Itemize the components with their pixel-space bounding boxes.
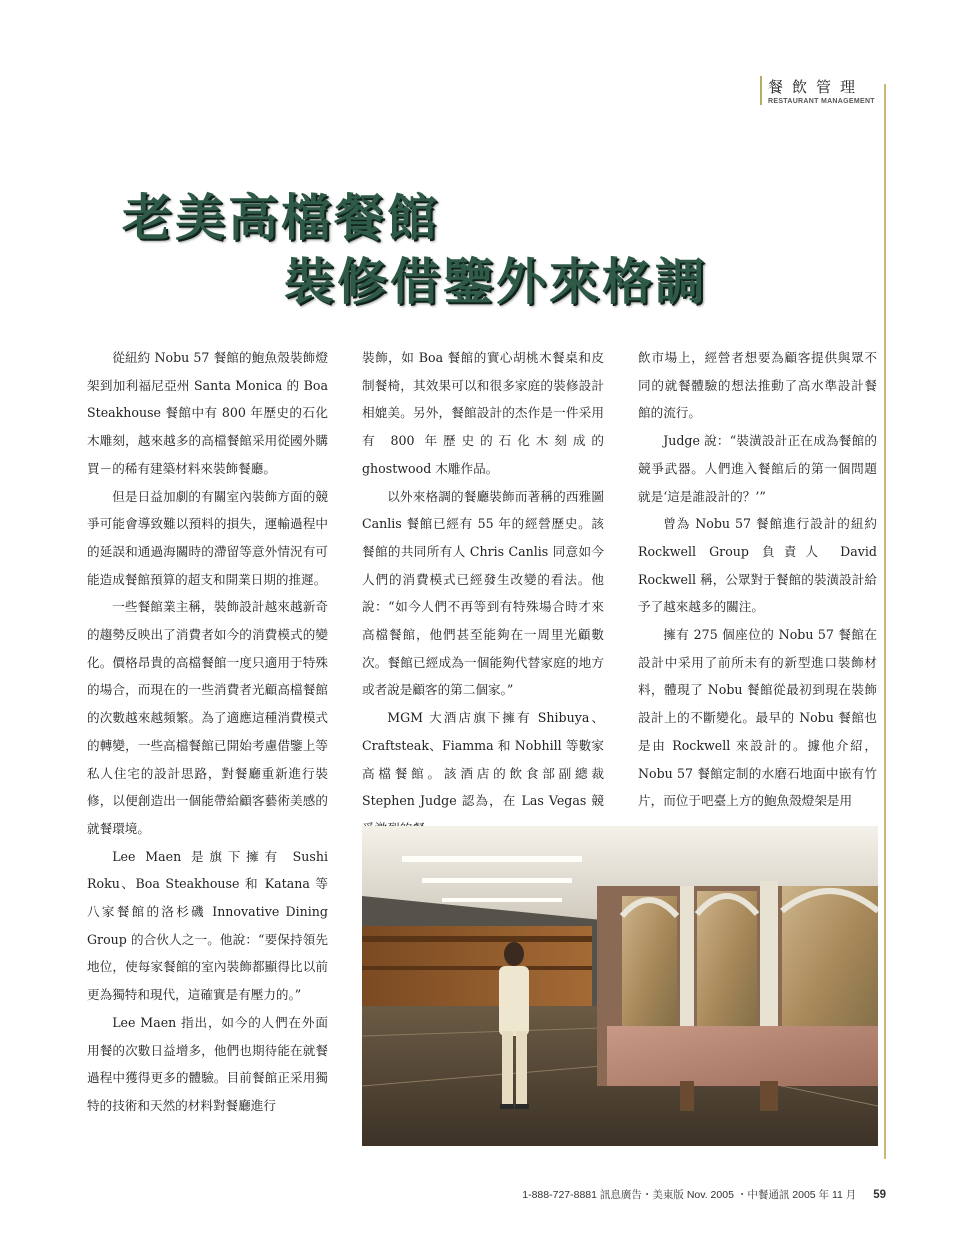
paragraph: Lee Maen 是旗下擁有 Sushi Roku、Boa Steakhouse 和 Katana 等八家餐館的洛杉磯 Innovative Dining Group 的合伙人之一。他說：“要保持領先地位，使每家餐館的室內裝飾都顯得比以前更為獨特和現代，這確實是有壓力的。” <box>87 848 328 1003</box>
gold-vertical-rule <box>884 84 886 1159</box>
restaurant-interior-rendering <box>362 826 878 1146</box>
paragraph: MGM 大酒店旗下擁有 Shibuya、Craftsteak、Fiamma 和 Nobhill 等數家高檔餐館。該酒店的飲食部副總裁 Stephen Judge 認為，在 Las Vegas 競 <box>362 710 604 809</box>
paragraph: Judge 說：“裝潢設計正在成為餐館的競爭武器。人們進入餐館后的第一個問題就是‘這是誰設計的？’” <box>638 433 877 504</box>
paragraph: 從紐約 Nobu 57 餐館的鮑魚殼裝飾燈架到加利福尼亞州 Santa Monica 的 Boa Steakhouse 餐館中有 800 年歷史的石化木雕刻，越來越多的高檔餐館采用從國外購買－的稀有建築材料來裝飾餐廳。 <box>87 350 328 476</box>
footer-phone: 1-888-727-8881 <box>522 1189 597 1201</box>
footer-brand: ・中餐通訊 <box>736 1189 790 1201</box>
paragraph: 但是日益加劇的有關室內裝飾方面的競爭可能會導致難以預料的損失，運輸過程中的延誤和通過海關時的滯留等意外情況有可能造成餐館預算的超支和開業日期的推遲。 <box>87 488 328 587</box>
paragraph: 以外來格調的餐廳裝飾而著稱的西雅圖 Canlis 餐館已經有 55 年的經營歷史。該餐館的共同所有人 Chris Canlis 同意如今人們的消費模式已經發生改變的看法。他說：“如今人們不再等到有特殊場合時才來高檔餐館，他們甚至能夠在一周里光顧數次。餐館已經成為一個能夠代替家庭的地方或者說是顧客的第二個家。” <box>362 488 604 698</box>
article-title-line-2: 裝修借鑒外來格調 <box>284 252 708 311</box>
page-number: 59 <box>873 1189 886 1201</box>
footer-publication: 訊息廣告・美東版 <box>599 1189 684 1201</box>
section-label-en: RESTAURANT MANAGEMENT <box>768 98 875 105</box>
section-label-zh: 餐飲管理 <box>768 78 865 96</box>
paragraph: 一些餐館業主稱，裝飾設計越來越新奇的趨勢反映出了消費者如今的消費模式的變化。價格昂貴的高檔餐館一度只適用于特殊的場合，而現在的一些消費者光顧高檔餐館的次數越來越頻繁。為了適應這種消費模式的轉變，一些高檔餐館已開始考慮借鑒上等私人住宅的設計思路，對餐廳重新進行裝修，以便創造出一個能帶給顧客藝術美感的就餐環境。 <box>87 599 328 836</box>
page-footer <box>522 1187 886 1202</box>
text-column-1 <box>87 344 328 1154</box>
paragraph: 裝飾，如 Boa 餐館的實心胡桃木餐桌和皮制餐椅，其效果可以和很多家庭的裝修設計相媲美。另外，餐館設計的杰作是一件采用有 800 年歷史的石化木刻成的 ghostwood 木雕作品。 <box>362 350 604 476</box>
paragraph: 擁有 275 個座位的 Nobu 57 餐館在設計中采用了前所未有的新型進口裝飾材料，體現了 Nobu 餐館從最初到現在裝飾設計上的不斷變化。最早的 Nobu 餐館也是由 Rockwell 來設計的。據他介紹，Nobu 57 餐館定制的水磨石地面中嵌有竹片，而位于吧臺上方的鮑魚殼燈架是用 <box>638 627 877 809</box>
article-title-line-1: 老美高檔餐館 <box>122 188 440 247</box>
section-label <box>760 76 898 105</box>
footer-date-zh: 2005 年 11 月 <box>792 1189 857 1201</box>
paragraph: Lee Maen 指出，如今的人們在外面用餐的次數日益增多，他們也期待能在就餐過程中獲得更多的體驗。目前餐館正采用獨特的技術和天然的材料對餐廳進行 <box>87 1014 328 1113</box>
paragraph: 飲市場上，經營者想要為顧客提供與眾不同的就餐體驗的想法推動了高水準設計餐館的流行。 <box>638 350 877 421</box>
text-column-3 <box>638 344 877 824</box>
footer-date-en: Nov. 2005 <box>686 1189 734 1201</box>
text-column-2 <box>362 344 604 824</box>
paragraph: 曾為 Nobu 57 餐館進行設計的紐約 Rockwell Group 負責人 David Rockwell 稱，公眾對于餐館的裝潢設計給予了越來越多的關注。 <box>638 516 877 615</box>
